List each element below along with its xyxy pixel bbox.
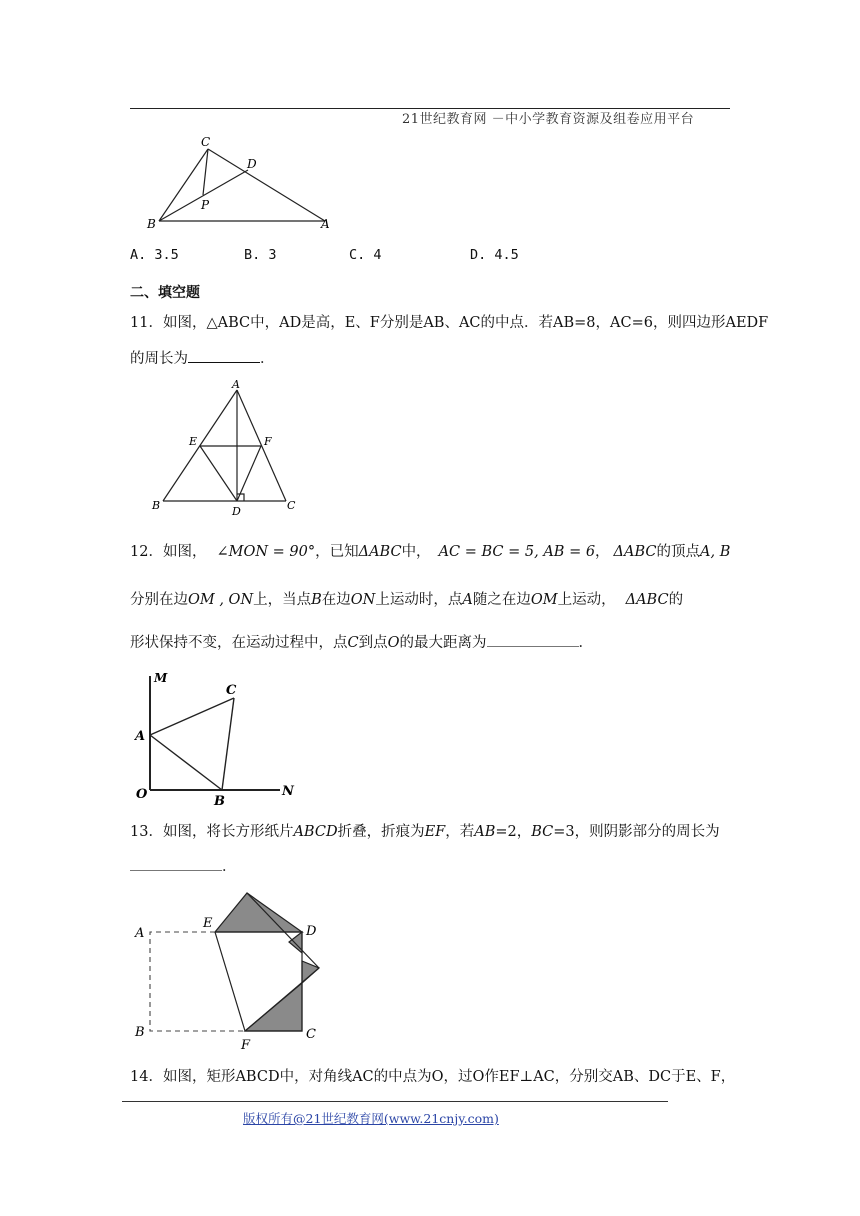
q10-option-c: C. 4 (349, 247, 382, 263)
q11-line1: 11．如图，△ABC中，AD是高，E、F分别是AB、AC的中点．若AB=8，AC=6，则四边形AEDF (130, 315, 769, 331)
figure-q10 (145, 132, 345, 232)
q12-math-lengths: AC = BC = 5, AB = 6 (438, 544, 596, 560)
fig11-label-f: F (264, 435, 272, 448)
q12-text: 的 (668, 592, 684, 608)
fig12-label-b: B (214, 794, 225, 808)
fig11-label-e: E (189, 435, 198, 448)
fig12-label-m: M (154, 671, 168, 685)
q13-math-abcd: ABCD (293, 824, 338, 840)
q12-math-c: C (347, 635, 359, 651)
q13-text: 折叠，折痕为 (337, 824, 425, 840)
q10-option-b: B. 3 (244, 247, 277, 263)
q12-math-sides: OM , ON (188, 592, 254, 608)
q12-math-triangle: ΔABC (358, 544, 402, 560)
fig11-label-a: A (232, 378, 240, 391)
q12-math-vertices: A, B (700, 544, 731, 560)
q12-text: 的顶点 (656, 544, 701, 560)
q13-line1 (130, 822, 720, 842)
header-title: 21世纪教育网 －中小学教育资源及组卷应用平台 (402, 112, 695, 127)
q12-line2 (130, 590, 683, 610)
q12-text: 在边 (321, 592, 351, 608)
q11-answer-blank[interactable] (188, 348, 260, 363)
footer-rule (122, 1101, 668, 1102)
fig11-label-c: C (287, 499, 296, 512)
q12-text: 到点 (358, 635, 388, 651)
q13-math-bc: BC (531, 824, 554, 840)
fig12-label-c: C (226, 683, 237, 698)
q12-text: ． (578, 635, 593, 651)
q12-text: 分别在边 (130, 592, 188, 608)
q12-text: 上，当点 (253, 592, 312, 608)
q13-text: 13．如图，将长方形纸片 (130, 824, 294, 840)
fig12-label-n: N (282, 784, 294, 799)
q13-text: ． (222, 859, 237, 875)
q13-math-ab: AB (474, 824, 496, 840)
fig13-label-c: C (306, 1027, 316, 1042)
q12-math-triangle: ΔABC (613, 544, 657, 560)
q12-math-on: ON (350, 592, 376, 608)
q12-math-a: A (462, 592, 473, 608)
q13-answer-blank[interactable] (130, 856, 222, 871)
q12-math-b: B (311, 592, 322, 608)
q12-text: 的最大距离为 (399, 635, 487, 651)
q12-text: 上运动， (557, 592, 616, 608)
q12-text: ， (595, 544, 610, 560)
q13-line2 (130, 856, 237, 877)
fig12-label-a: A (135, 729, 146, 744)
q13-text: =2， (495, 824, 532, 840)
figure-q12 (130, 668, 310, 808)
q11-line2 (130, 348, 275, 369)
q12-text: 12．如图， (130, 544, 207, 560)
q12-text: 中， (401, 544, 431, 560)
fig10-label-b: B (147, 217, 156, 231)
q14-line1: 14．如图，矩形ABCD中，对角线AC的中点为O，过O作EF⊥AC，分别交AB、DC于E、F， (130, 1069, 736, 1085)
q12-answer-blank[interactable] (487, 632, 579, 647)
q13-math-ef: EF (424, 824, 446, 840)
fig10-label-a: A (321, 217, 330, 231)
q13-text: ，若 (445, 824, 475, 840)
q12-line1 (130, 542, 730, 562)
fig13-label-d: D (306, 924, 317, 939)
fig10-label-d: D (247, 157, 257, 171)
figure-q11 (148, 378, 308, 518)
q12-math-triangle: ΔABC (625, 592, 669, 608)
q12-math-o: O (387, 635, 400, 651)
fig10-label-p: P (201, 198, 210, 212)
q12-math-angle: ∠MON = 90° (216, 544, 316, 560)
fig13-label-f: F (241, 1038, 251, 1053)
q12-text: 形状保持不变，在运动过程中，点 (130, 635, 348, 651)
q12-math-om: OM (530, 592, 558, 608)
fig13-label-a: A (135, 926, 145, 941)
fig13-label-e: E (203, 916, 213, 931)
q11-prefix: 的周长为 (130, 351, 188, 367)
fig13-label-b: B (135, 1025, 145, 1040)
q10-option-a: A. 3.5 (130, 247, 179, 263)
fig11-label-d: D (232, 505, 241, 518)
q12-text: 上运动时，点 (375, 592, 463, 608)
q12-text: 随之在边 (472, 592, 531, 608)
fig12-label-o: O (136, 787, 148, 802)
section-title: 二、填空题 (130, 285, 200, 301)
q12-line3 (130, 632, 593, 653)
q10-option-d: D. 4.5 (470, 247, 519, 263)
q11-suffix: ． (260, 351, 275, 367)
figure-q13 (133, 885, 333, 1055)
q12-text: ，已知 (315, 544, 359, 560)
q13-text: =3，则阴影部分的周长为 (553, 824, 720, 840)
footer-copyright-link[interactable]: 版权所有@21世纪教育网(www.21cnjy.com) (243, 1111, 499, 1126)
fig10-label-c: C (201, 135, 211, 149)
fig11-label-b: B (152, 499, 161, 512)
